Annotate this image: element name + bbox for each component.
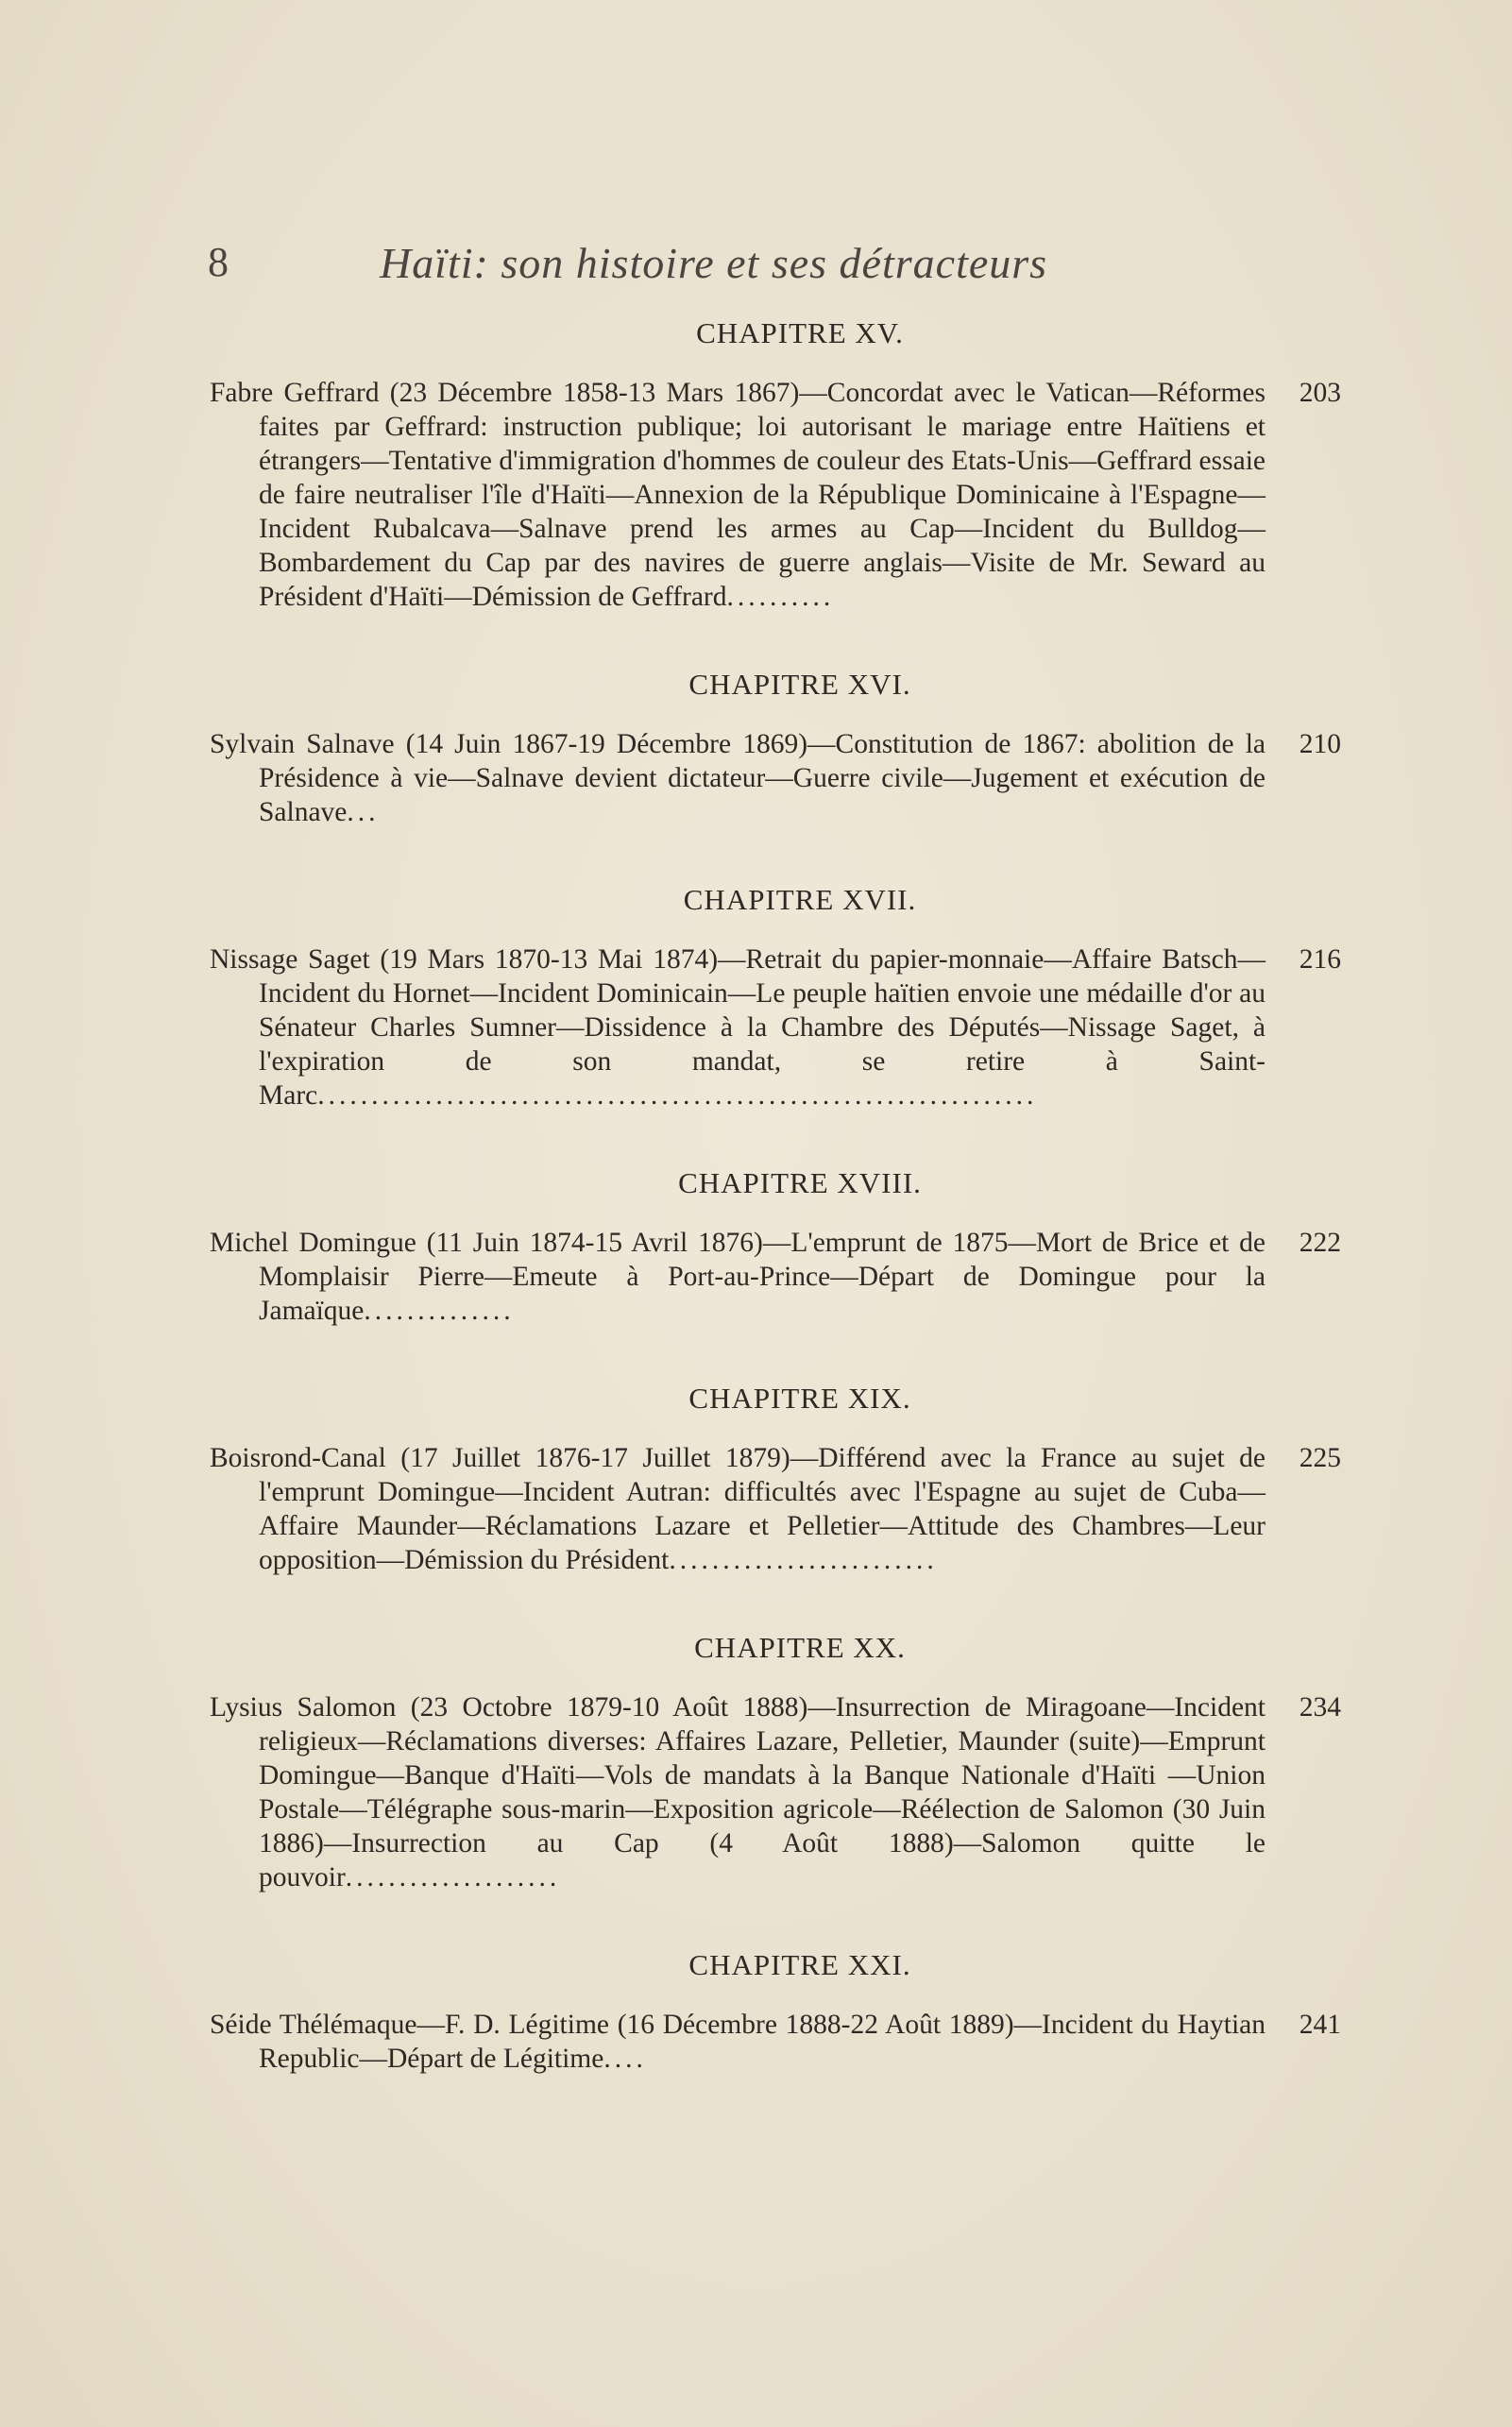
chapter-heading: CHAPITRE XIX. bbox=[688, 1382, 911, 1415]
summary-text: Fabre Geffrard (23 Décembre 1858-13 Mars 1867)—Concordat avec le Vatican—Réformes faites par Geffrard: instruction publique; loi autorisant le mariage entre Haïtiens et étrangers—Tentative d'immigration d'hommes de couleur des Etats-Unis—Geffrard essaie de faire neutraliser l'île d'Haïti—Annexion de la République Dominicaine à l'Espagne—Incident Rubalcava—Salnave prend les armes au Cap—Incident du Bulldog—Bombardement du Cap par des navires de guerre anglais—Visite de Mr. Seward au Président d'Haïti—Démission de Geffrard bbox=[210, 378, 1266, 612]
chapter-xx bbox=[210, 1626, 1341, 1894]
chapter-heading: CHAPITRE XVII. bbox=[683, 883, 917, 916]
table-of-contents bbox=[210, 312, 1341, 2125]
chapter-summary bbox=[210, 727, 1341, 829]
book-title: Haïti: son histoire et ses détracteurs bbox=[380, 239, 1048, 287]
chapter-xvii bbox=[210, 878, 1341, 1112]
leader-dots: .......... bbox=[726, 582, 835, 612]
page-reference: 225 bbox=[1299, 1443, 1341, 1473]
leader-dots: ... bbox=[347, 797, 380, 827]
summary-text: Nissage Saget (19 Mars 1870-13 Mai 1874)—Retrait du papier-monnaie—Affaire Batsch—Incident du Hornet—Incident Dominicain—Le peuple haïtien envoie une médaille d'or au Sénateur Charles Sumner—Dissidence à la Chambre des Députés—Nissage Saget, à l'expiration de son mandat, se retire à Saint-Marc bbox=[210, 944, 1266, 1111]
running-head bbox=[208, 238, 1152, 295]
page-reference: 216 bbox=[1299, 944, 1341, 975]
summary-text: Boisrond-Canal (17 Juillet 1876-17 Juillet 1879)—Différend avec la France au sujet de l'emprunt Domingue—Incident Autran: difficultés avec l'Espagne au sujet de Cuba—Affaire Maunder—Réclamations Lazare et Pelletier—Attitude des Chambres—Leur opposition—Démission du Président bbox=[210, 1443, 1266, 1575]
leader-dots: ................................................................... bbox=[317, 1080, 1038, 1111]
leader-dots: .............. bbox=[364, 1296, 515, 1326]
page-number: 8 bbox=[208, 239, 229, 285]
chapter-heading: CHAPITRE XVI. bbox=[688, 668, 911, 701]
chapter-summary bbox=[210, 1441, 1341, 1577]
summary-text: Séide Thélémaque—F. D. Légitime (16 Décembre 1888-22 Août 1889)—Incident du Haytian Republic—Départ de Légitime bbox=[210, 2010, 1266, 2074]
chapter-summary bbox=[210, 942, 1341, 1112]
chapter-summary bbox=[210, 2008, 1341, 2076]
summary-text: Michel Domingue (11 Juin 1874-15 Avril 1876)—L'emprunt de 1875—Mort de Brice et de Momplaisir Pierre—Emeute à Port-au-Prince—Départ de Domingue pour la Jamaïque bbox=[210, 1228, 1266, 1326]
chapter-xv bbox=[210, 312, 1341, 614]
leader-dots: .................... bbox=[345, 1862, 561, 1892]
chapter-heading: CHAPITRE XVIII. bbox=[678, 1166, 922, 1199]
chapter-xvi bbox=[210, 663, 1341, 829]
page-reference: 210 bbox=[1299, 729, 1341, 759]
chapter-xviii bbox=[210, 1162, 1341, 1328]
chapter-summary bbox=[210, 1690, 1341, 1894]
summary-text: Sylvain Salnave (14 Juin 1867-19 Décembre 1869)—Constitution de 1867: abolition de la Présidence à vie—Salnave devient dictateur—Guerre civile—Jugement et exécution de Salnave bbox=[210, 729, 1266, 827]
chapter-heading: CHAPITRE XXI. bbox=[688, 1948, 911, 1981]
chapter-xxi bbox=[210, 1943, 1341, 2076]
chapter-heading: CHAPITRE XX. bbox=[694, 1631, 906, 1664]
leader-dots: ......................... bbox=[669, 1545, 938, 1575]
page-reference: 241 bbox=[1299, 2010, 1341, 2040]
chapter-xix bbox=[210, 1377, 1341, 1577]
chapter-summary bbox=[210, 1226, 1341, 1328]
summary-text: Lysius Salomon (23 Octobre 1879-10 Août 1888)—Insurrection de Miragoane—Incident religieux—Réclamations diverses: Affaires Lazare, Pelletier, Maunder (suite)—Emprunt Domingue—Banque d'Haïti—Vols de mandats à la Banque Nationale d'Haïti —Union Postale—Télégraphe sous-marin—Exposition agricole—Réélection de Salomon (30 Juin 1886)—Insurrection au Cap (4 Août 1888)—Salomon quitte le pouvoir bbox=[210, 1692, 1266, 1892]
chapter-summary bbox=[210, 376, 1341, 614]
leader-dots: .... bbox=[603, 2044, 647, 2074]
page-reference: 222 bbox=[1299, 1228, 1341, 1258]
page-reference: 234 bbox=[1299, 1692, 1341, 1723]
chapter-heading: CHAPITRE XV. bbox=[696, 316, 904, 349]
page-reference: 203 bbox=[1299, 378, 1341, 408]
